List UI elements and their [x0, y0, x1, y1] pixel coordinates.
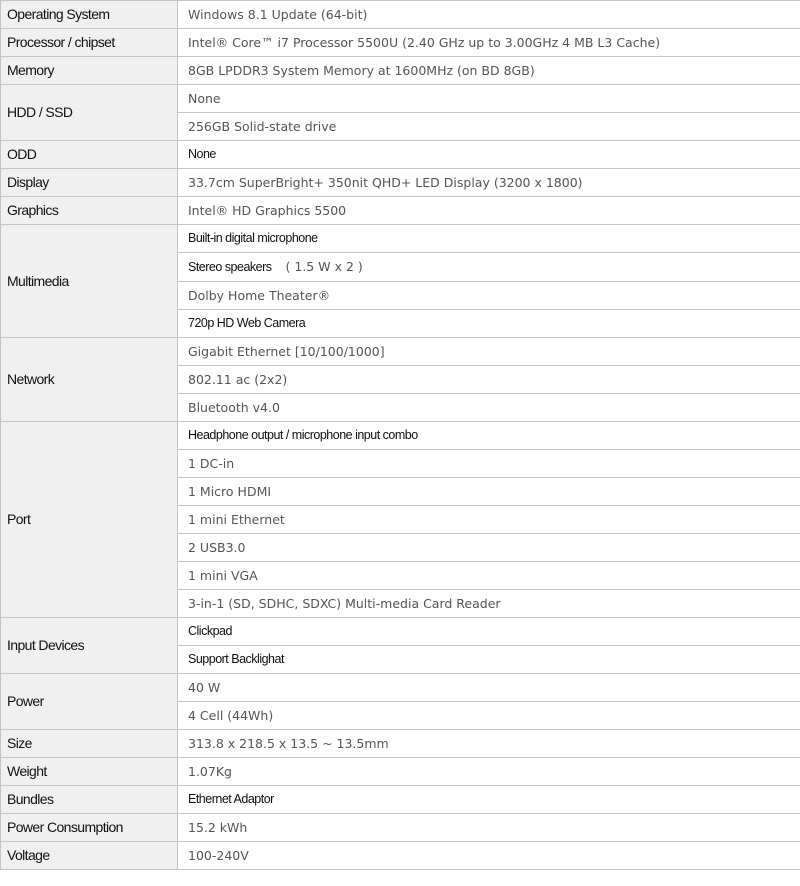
spec-value: 33.7cm SuperBright+ 350nit QHD+ LED Display (3200 x 1800) — [188, 175, 583, 190]
spec-value: Windows 8.1 Update (64-bit) — [188, 7, 368, 22]
spec-value-cell — [178, 141, 800, 169]
spec-value-cell — [178, 590, 800, 618]
spec-label: Processor / chipset — [1, 29, 178, 57]
spec-value: None — [188, 91, 221, 106]
spec-label: Power Consumption — [1, 814, 178, 842]
spec-row — [1, 169, 800, 197]
spec-value-detail: ( 1.5 W x 2 ) — [285, 259, 363, 274]
spec-value: Bluetooth v4.0 — [188, 400, 280, 415]
spec-value: 15.2 kWh — [188, 820, 248, 835]
spec-value-cell — [178, 450, 800, 478]
spec-value-cell — [178, 394, 800, 422]
spec-value-cell — [178, 253, 800, 282]
spec-value: 100-240V — [188, 848, 249, 863]
spec-value: 1.07Kg — [188, 764, 232, 779]
spec-row — [1, 197, 800, 225]
spec-value-cell — [178, 730, 800, 758]
spec-row — [1, 786, 800, 814]
spec-value-cell — [178, 422, 800, 450]
spec-value: 3-in-1 (SD, SDHC, SDXC) Multi-media Card Reader — [188, 596, 501, 611]
spec-row — [1, 674, 800, 702]
spec-row — [1, 814, 800, 842]
spec-label: Voltage — [1, 842, 178, 870]
spec-value-cell — [178, 786, 800, 814]
spec-label: HDD / SSD — [1, 85, 178, 141]
spec-label: Graphics — [1, 197, 178, 225]
spec-value-cell — [178, 282, 800, 310]
spec-value: Dolby Home Theater® — [188, 288, 331, 303]
spec-value-cell — [178, 85, 800, 113]
spec-row — [1, 1, 800, 29]
spec-row — [1, 141, 800, 169]
spec-value: Gigabit Ethernet [10/100/1000] — [188, 344, 385, 359]
spec-row — [1, 338, 800, 366]
spec-row — [1, 225, 800, 253]
spec-row — [1, 730, 800, 758]
spec-value: Ethernet Adaptor — [188, 792, 274, 806]
spec-value: None — [188, 147, 216, 161]
spec-value: 256GB Solid-state drive — [188, 119, 337, 134]
spec-value: 1 DC-in — [188, 456, 235, 471]
spec-label: ODD — [1, 141, 178, 169]
spec-row — [1, 29, 800, 57]
spec-label: Weight — [1, 758, 178, 786]
spec-value-cell — [178, 338, 800, 366]
spec-label: Network — [1, 338, 178, 422]
spec-value-cell — [178, 113, 800, 141]
spec-table-body — [1, 1, 800, 870]
spec-value-cell — [178, 225, 800, 253]
spec-value-cell — [178, 618, 800, 646]
spec-value-cell — [178, 506, 800, 534]
spec-value: 4 Cell (44Wh) — [188, 708, 274, 723]
spec-value: Stereo speakers — [188, 260, 272, 274]
spec-row — [1, 422, 800, 450]
spec-value-cell — [178, 29, 800, 57]
spec-label: Port — [1, 422, 178, 618]
spec-row — [1, 57, 800, 85]
spec-value-cell — [178, 366, 800, 394]
spec-value-cell — [178, 310, 800, 338]
spec-label: Memory — [1, 57, 178, 85]
spec-label: Bundles — [1, 786, 178, 814]
spec-label: Input Devices — [1, 618, 178, 674]
spec-value-cell — [178, 169, 800, 197]
spec-value-cell — [178, 758, 800, 786]
spec-value-cell — [178, 478, 800, 506]
spec-value: 40 W — [188, 680, 221, 695]
spec-value-cell — [178, 702, 800, 730]
spec-value-cell — [178, 57, 800, 85]
spec-label: Power — [1, 674, 178, 730]
spec-value-cell — [178, 674, 800, 702]
spec-row — [1, 85, 800, 113]
spec-value: 2 USB3.0 — [188, 540, 246, 555]
spec-value-cell — [178, 1, 800, 29]
spec-value: Clickpad — [188, 624, 232, 638]
spec-value: 1 mini VGA — [188, 568, 258, 583]
spec-value-cell — [178, 197, 800, 225]
spec-value: 720p HD Web Camera — [188, 316, 306, 330]
spec-row — [1, 758, 800, 786]
spec-value-cell — [178, 842, 800, 870]
spec-value: Support Backlighat — [188, 652, 284, 666]
spec-value: 8GB LPDDR3 System Memory at 1600MHz (on BD 8GB) — [188, 63, 535, 78]
spec-label: Operating System — [1, 1, 178, 29]
spec-value-cell — [178, 562, 800, 590]
spec-value: 802.11 ac (2x2) — [188, 372, 288, 387]
spec-label: Multimedia — [1, 225, 178, 338]
spec-value-cell — [178, 814, 800, 842]
spec-value: Intel® Core™ i7 Processor 5500U (2.40 GHz up to 3.00GHz 4 MB L3 Cache) — [188, 35, 661, 50]
spec-row — [1, 842, 800, 870]
spec-value: 1 mini Ethernet — [188, 512, 285, 527]
spec-row — [1, 618, 800, 646]
spec-value: Built-in digital microphone — [188, 231, 318, 245]
spec-label: Size — [1, 730, 178, 758]
spec-label: Display — [1, 169, 178, 197]
spec-value: 1 Micro HDMI — [188, 484, 272, 499]
spec-value: Headphone output / microphone input combo — [188, 428, 418, 442]
spec-value: Intel® HD Graphics 5500 — [188, 203, 347, 218]
spec-value-cell — [178, 534, 800, 562]
spec-value-cell — [178, 646, 800, 674]
spec-value: 313.8 x 218.5 x 13.5 ~ 13.5mm — [188, 736, 389, 751]
